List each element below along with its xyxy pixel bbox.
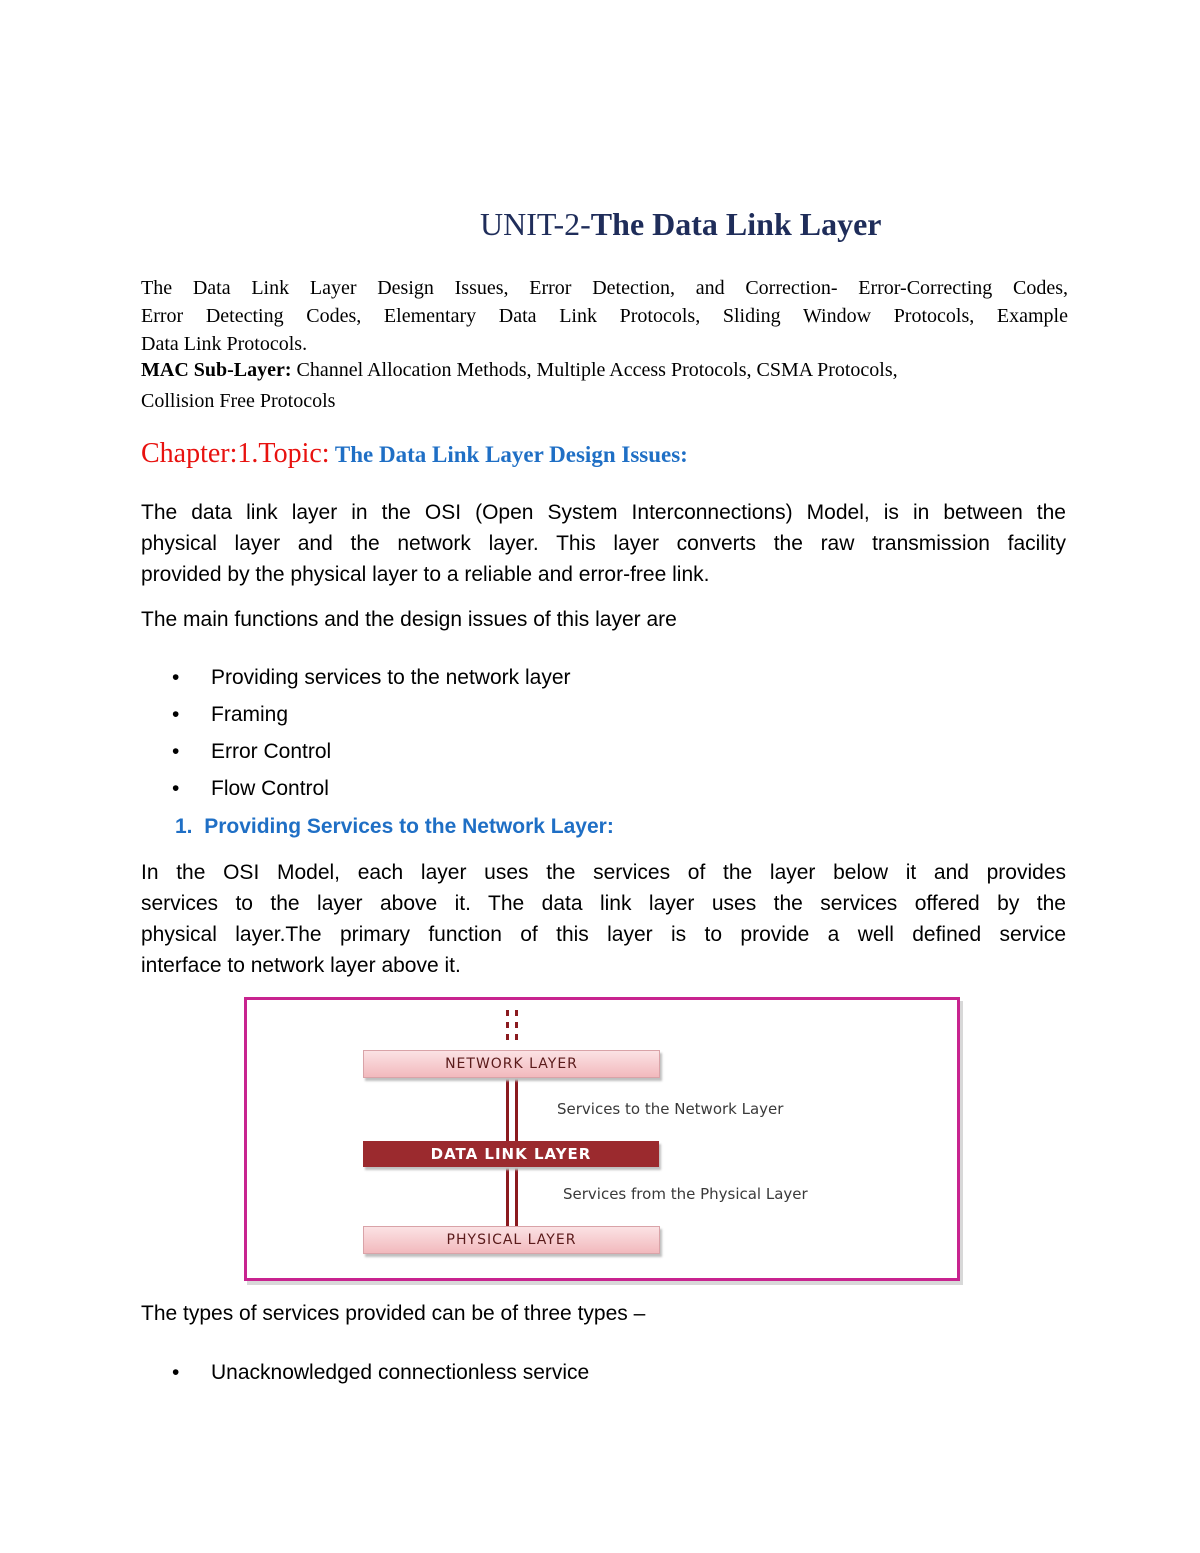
list-item: • Flow Control: [172, 777, 329, 800]
list-item: • Error Control: [172, 740, 332, 763]
mac-text: Channel Allocation Methods, Multiple Access Protocols, CSMA Protocols,: [291, 359, 898, 381]
chapter-topic: The Data Link Layer Design Issues:: [329, 442, 688, 467]
section-1-line-4: interface to network layer above it.: [141, 954, 461, 977]
bullet-icon: •: [172, 1361, 180, 1384]
intro-line-3: provided by the physical layer to a reliable and error-free link.: [141, 563, 710, 586]
services-to-label: Services to the Network Layer: [557, 1100, 784, 1118]
functions-intro: The main functions and the design issues of this layer are: [141, 608, 677, 631]
bullet-icon: •: [172, 740, 180, 763]
list-item: • Framing: [172, 703, 289, 726]
layers-diagram: [244, 997, 960, 1281]
data-link-layer-box: DATA LINK LAYER: [363, 1141, 659, 1167]
section-1-title: Providing Services to the Network Layer:: [204, 815, 614, 838]
section-1-paragraph: [141, 857, 1066, 981]
types-intro: The types of services provided can be of three types –: [141, 1302, 646, 1325]
mac-line-2: Collision Free Protocols: [141, 390, 336, 412]
section-1-heading: [175, 815, 614, 839]
network-layer-box: NETWORK LAYER: [363, 1050, 660, 1078]
chapter-label: Chapter:1.Topic:: [141, 438, 330, 469]
list-item: • Providing services to the network layer: [172, 666, 571, 689]
mac-label: MAC Sub-Layer:: [141, 359, 292, 381]
page-title: [480, 206, 881, 243]
bullet-icon: •: [172, 703, 180, 726]
intro-paragraph: [141, 497, 1066, 590]
physical-layer-box: PHYSICAL LAYER: [363, 1226, 660, 1254]
section-1-line-1: In the OSI Model, each layer uses the services of the layer below it and provides: [141, 861, 1066, 884]
title-main: The Data Link Layer: [590, 206, 882, 242]
services-from-label: Services from the Physical Layer: [563, 1185, 808, 1203]
intro-line-1: The data link layer in the OSI (Open System Interconnections) Model, is in between the: [141, 501, 1066, 524]
section-1-line-2: services to the layer above it. The data link layer uses the services offered by the: [141, 892, 1066, 915]
intro-line-2: physical layer and the network layer. This layer converts the raw transmission facility: [141, 532, 1066, 555]
syllabus-line-1: The Data Link Layer Design Issues, Error Detection, and Correction- Error-Correcting Codes,: [141, 277, 1068, 299]
section-1-number: 1.: [175, 815, 193, 838]
list-item: • Unacknowledged connectionless service: [172, 1361, 590, 1384]
section-1-line-3: physical layer.The primary function of this layer is to provide a well defined service: [141, 923, 1066, 946]
syllabus-line-2: Error Detecting Codes, Elementary Data Link Protocols, Sliding Window Protocols, Example: [141, 305, 1068, 327]
mac-sublayer: [141, 356, 1061, 384]
syllabus-line-3: Data Link Protocols.: [141, 333, 308, 355]
bullet-icon: •: [172, 666, 180, 689]
title-prefix: UNIT-2-: [480, 206, 591, 242]
chapter-heading: [141, 438, 688, 470]
bullet-icon: •: [172, 777, 180, 800]
